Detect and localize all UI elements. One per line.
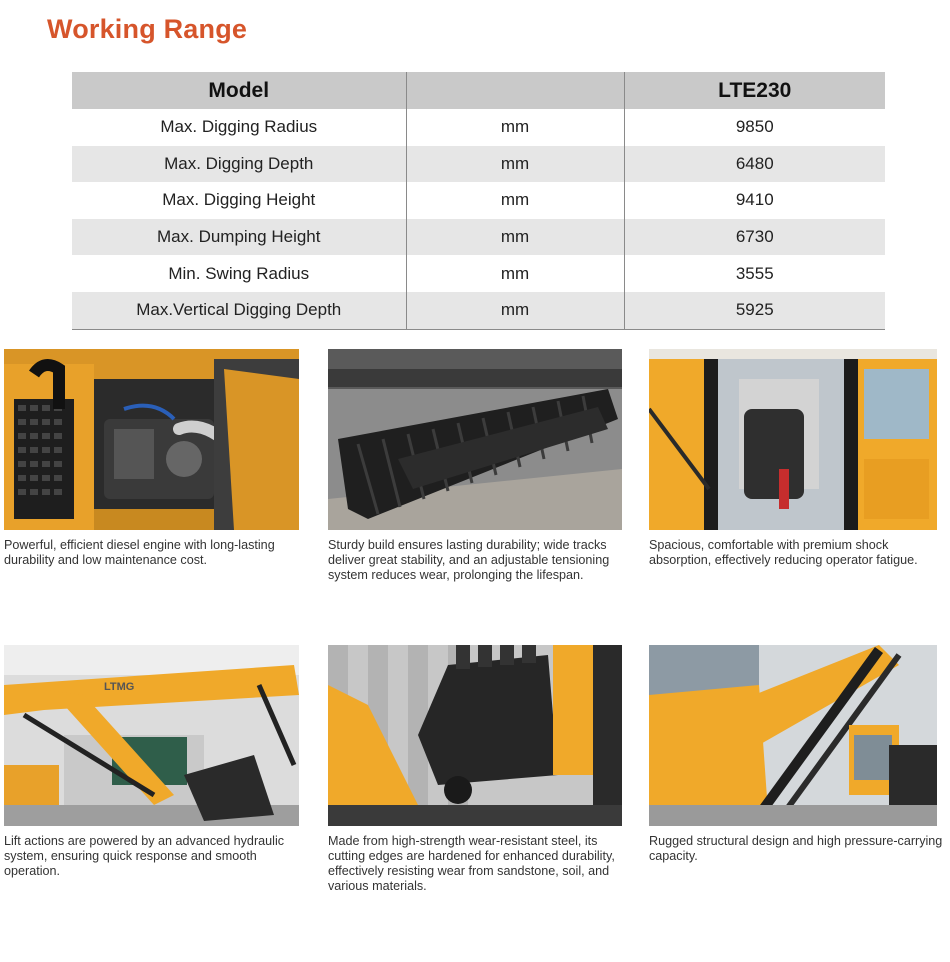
row-unit: mm: [406, 255, 624, 292]
table-row: [72, 146, 885, 183]
structure-photo: [649, 645, 937, 826]
row-value: 6730: [624, 219, 885, 256]
feature-card-engine: [4, 349, 299, 568]
boom-photo: [4, 645, 299, 826]
table-header-row: [72, 72, 885, 109]
feature-caption: Powerful, efficient diesel engine with long-lasting durability and low maintenance cost.: [4, 538, 275, 567]
row-label: Max. Dumping Height: [72, 219, 406, 256]
header-unit: [406, 72, 624, 109]
header-model: Model: [72, 72, 406, 109]
feature-card-bucket: [328, 645, 637, 894]
bucket-photo: [328, 645, 622, 826]
feature-caption: Rugged structural design and high pressure-carrying capacity.: [649, 834, 943, 863]
ltmg-logo-text: LTMG: [104, 681, 135, 693]
row-value: 9410: [624, 182, 885, 219]
row-label: Max.Vertical Digging Depth: [72, 292, 406, 329]
table-row: [72, 255, 885, 292]
row-unit: mm: [406, 146, 624, 183]
feature-card-cab: [649, 349, 941, 568]
table-row: [72, 292, 885, 329]
row-label: Min. Swing Radius: [168, 263, 310, 283]
table-row: [72, 182, 885, 219]
header-lte230: LTE230: [624, 72, 885, 109]
cab-photo: [649, 349, 937, 530]
spec-table: [72, 72, 885, 330]
engine-photo: [4, 349, 299, 530]
row-label: Max. Digging Radius: [160, 117, 318, 137]
feature-card-structure: [649, 645, 945, 864]
row-unit: mm: [406, 219, 624, 256]
row-label: Max. Digging Depth: [72, 146, 406, 183]
feature-caption: Made from high-strength wear-resistant steel, its cutting edges are hardened for enhanced durability, effectively resisting wear from sandstone, soil, and various materials.: [328, 834, 615, 893]
row-value: 5925: [624, 292, 885, 329]
row-unit: mm: [406, 292, 624, 329]
row-value: 6480: [624, 146, 885, 183]
row-label: Max. Digging Height: [162, 190, 316, 210]
feature-card-hydraulics: [4, 645, 299, 879]
tracks-photo: [328, 349, 622, 530]
feature-caption: Sturdy build ensures lasting durability; wide tracks deliver great stability, and an adjustable tensioning system reduces wear, prolonging the lifespan.: [328, 538, 610, 582]
feature-caption: Lift actions are powered by an advanced hydraulic system, ensuring quick response and smooth operation.: [4, 834, 285, 878]
row-unit: mm: [406, 109, 624, 146]
feature-card-tracks: [328, 349, 637, 583]
feature-caption: Spacious, comfortable with premium shock absorption, effectively reducing operator fatigue.: [649, 538, 918, 567]
row-unit: mm: [406, 182, 624, 219]
page-title: Working Range: [47, 14, 248, 44]
table-row: [72, 219, 885, 256]
row-value: 9850: [624, 109, 885, 146]
table-row: [72, 109, 885, 146]
row-value: 3555: [624, 255, 885, 292]
